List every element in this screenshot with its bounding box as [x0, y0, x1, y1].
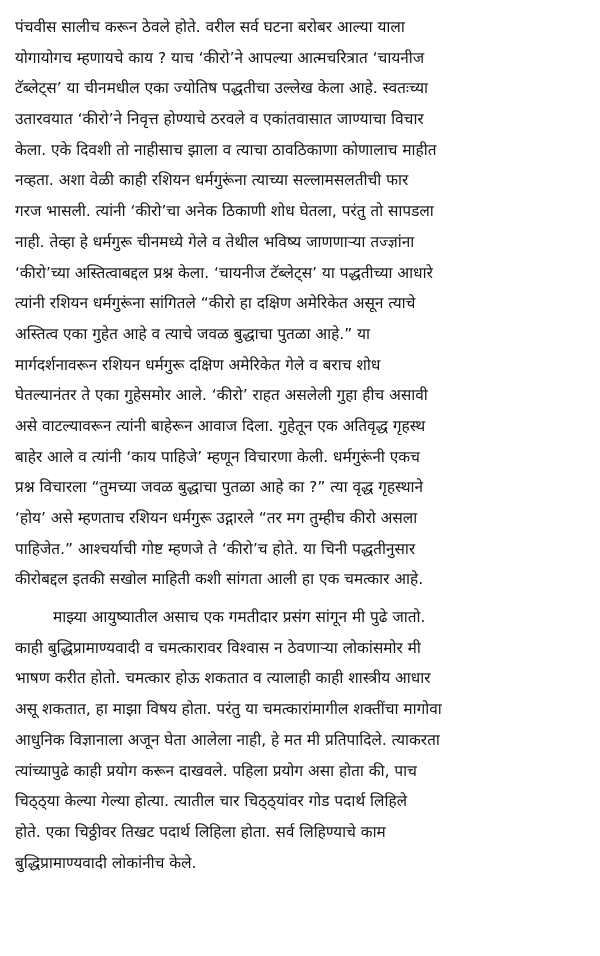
text-line: कीरोबद्दल इतकी सखोल माहिती कशी सांगता आली हा एक चमत्कार आहे.	[15, 570, 424, 589]
text-line: पंचवीस सालीच करून ठेवले होते. वरील सर्व घटना बरोबर आल्या याला	[15, 18, 405, 36]
text-line: गरज भासली. त्यांनी ‘कीरो’चा अनेक ठिकाणी शोध घेतला, परंतु तो सापडला	[15, 202, 434, 221]
text-line: भाषण करीत होतो. चमत्कार होऊ शकतात व त्यालाही काही शास्त्रीय आधार	[15, 669, 431, 688]
text-line: नाही. तेव्हा हे धर्मगुरू चीनमध्ये गेले व तेथील भविष्य जाणणाऱ्या तज्ज्ञांना	[15, 232, 415, 251]
text-line: होते. एका चिठ्ठीवर तिखट पदार्थ लिहिला होता. सर्व लिहिण्याचे काम	[15, 822, 386, 841]
text-line: योगायोगच म्हणायचे काय ? याच ‘कीरो’ने आपल्या आत्मचरित्रात ‘चायनीज	[15, 48, 425, 67]
text-line: आधुनिक विज्ञानाला अजून घेता आलेला नाही, हे मत मी प्रतिपादिले. त्याकरता	[15, 730, 440, 749]
text-line: मार्गदर्शनावरून रशियन धर्मगुरू दक्षिण अमेरिकेत गेले व बराच शोध	[15, 355, 381, 374]
paragraph-spacer	[15, 595, 586, 602]
text-line: काही बुद्धिप्रामाण्यवादी व चमत्कारावर विश्वास न ठेवणाऱ्या लोकांसमोर मी	[15, 638, 421, 657]
text-line: उतारवयात ‘कीरो’ने निवृत्त होण्याचे ठरवले व एकांतवासात जाण्याचा विचार	[15, 110, 424, 129]
text-line: अस्तित्व एका गुहेत आहे व त्याचे जवळ बुद्धाचा पुतळा आहे.” या	[15, 324, 370, 343]
text-line: केला. एके दिवशी तो नाहीसाच झाला व त्याचा ठावठिकाणा कोणालाच माहीत	[15, 140, 437, 159]
text-line: प्रश्न विचारला “तुमच्या जवळ बुद्धाचा पुतळा आहे का ?” त्या वृद्ध गृहस्थाने	[15, 478, 424, 497]
text-line: पाहिजेत.” आश्चर्याची गोष्ट म्हणजे ते ‘कीरो’च होते. या चिनी पद्धतीनुसार	[15, 539, 416, 558]
text-line-first: माझ्या आयुष्यातील असाच एक गमतीदार प्रसंग सांगून मी पुढे जातो.	[53, 608, 426, 627]
text-line: त्यांच्यापुढे काही प्रयोग करून दाखवले. पहिला प्रयोग असा होता की, पाच	[15, 761, 417, 780]
text-line: घेतल्यानंतर ते एका गुहेसमोर आले. ‘कीरो’ राहत असलेली गुहा हीच असावी	[15, 386, 428, 405]
text-line: ‘होय’ असे म्हणताच रशियन धर्मगुरू उद्गारले “तर मग तुम्हीच कीरो असला	[15, 509, 418, 527]
text-line: टॅब्लेट्स’ या चीनमधील एका ज्योतिष पद्धतीचा उल्लेख केला आहे. स्वतःच्या	[15, 79, 429, 98]
text-line: चिठ्ठ्या केल्या गेल्या होत्या. त्यातील चार चिठ्ठ्यांवर गोड पदार्थ लिहिले	[15, 792, 408, 811]
text-line: असे वाटल्यावरून त्यांनी बाहेरून आवाज दिला. गुहेतून एक अतिवृद्ध गृहस्थ	[15, 416, 426, 435]
text-line: ‘कीरो’च्या अस्तित्वाबद्दल प्रश्न केला. ‘चायनीज टॅब्लेट्स’ या पद्धतीच्या आधारे	[15, 263, 433, 282]
text-line: त्यांनी रशियन धर्मगुरूंना सांगितले “कीरो हा दक्षिण अमेरिकेत असून त्याचे	[15, 294, 416, 313]
paragraph-kiro-story	[15, 12, 586, 595]
text-line: नव्हता. अशा वेळी काही रशियन धर्मगुरूंना त्याच्या सल्लामसलतीची फार	[15, 171, 409, 190]
text-line: बाहेर आले व त्यांनी ‘काय पाहिजे’ म्हणून विचारणा केली. धर्मगुरूंनी एकच	[15, 447, 420, 466]
text-line: बुद्धिप्रामाण्यवादी लोकांनीच केले.	[15, 853, 197, 872]
text-line: असू शकतात, हा माझा विषय होता. परंतु या चमत्कारांमागील शक्तींचा मागोवा	[15, 700, 442, 719]
paragraph-experiment	[15, 602, 586, 878]
